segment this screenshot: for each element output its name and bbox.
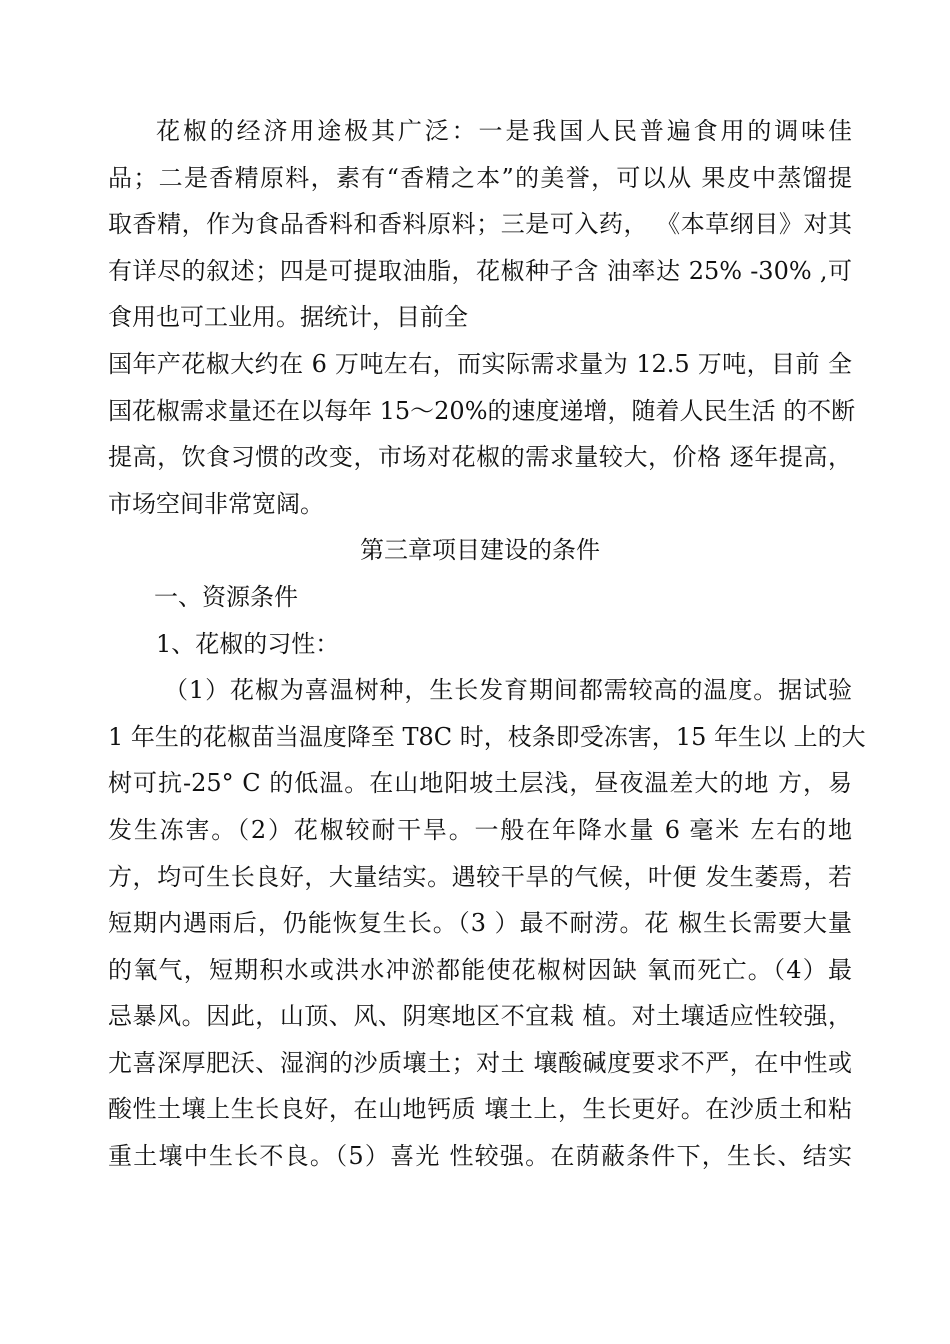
text-line: 方，均可生长良好，大量结实。遇较干旱的气候，叶便 发生萎焉，若 [108, 862, 852, 891]
chapter-title: 第三章项目建设的条件 [360, 536, 600, 565]
text-line: 国花椒需求量还在以每年 15〜20%的速度递增，随着人民生活 的不断 [108, 396, 856, 425]
text-line: 花椒的经济用途极其广泛：一是我国人民普遍食用的调味佳 [156, 117, 852, 145]
paragraph-economic-uses [108, 108, 852, 341]
text-line: 树可抗-25° C 的低温。在山地阳坡土层浅，昼夜温差大的地 方，易 [108, 769, 852, 798]
text-line: 尤喜深厚肥沃、湿润的沙质壤土；对土 壤酸碱度要求不严，在中性或 [108, 1048, 852, 1077]
paragraph-habits [108, 667, 866, 1180]
text-line: 的氧气，短期积水或洪水冲淤都能使花椒树因缺 氧而死亡。（4）最 [108, 955, 852, 984]
subsection-heading: 1、花椒的习性： [156, 629, 340, 658]
text-line: 重土壤中生长不良。（5）喜光 性较强。在荫蔽条件下，生长、结实 [108, 1142, 852, 1171]
paragraph-market-demand [108, 341, 856, 527]
text-line: 忌暴风。因此，山顶、风、阴寒地区不宜栽 植。对土壤适应性较强， [108, 1002, 852, 1031]
text-line: 国年产花椒大约在 6 万吨左右，而实际需求量为 12.5 万吨，目前 全 [108, 349, 852, 378]
document-page [108, 108, 866, 1180]
text-line: 1 年生的花椒苗当温度降至 T8C 时，枝条即受冻害，15 年生以 上的大 [108, 722, 866, 751]
text-line: 有详尽的叙述；四是可提取油脂，花椒种子含 油率达 25% -30% ,可 [108, 256, 852, 285]
text-line: 发生冻害。（2）花椒较耐干旱。一般在年降水量 6 毫米 左右的地 [108, 815, 852, 844]
text-line: 品；二是香精原料，素有“香精之本”的美誉，可以从 果皮中蒸馏提 [108, 163, 852, 192]
text-line: 取香精，作为食品香料和香料原料；三是可入药， 《本草纲目》对其 [108, 210, 852, 239]
text-line: 提高，饮食习惯的改变，市场对花椒的需求量较大，价格 逐年提高， [108, 443, 852, 472]
text-line: 短期内遇雨后，仍能恢复生长。（3 ）最不耐涝。花 椒生长需要大量 [108, 909, 852, 938]
text-line: 酸性土壤上生长良好，在山地钙质 壤土上，生长更好。在沙质土和粘 [108, 1095, 852, 1124]
text-line: 食用也可工业用。据统计，目前全 [108, 303, 468, 332]
section-heading: 一、资源条件 [154, 582, 298, 611]
text-line: 市场空间非常宽阔。 [108, 489, 324, 518]
text-line: （1）花椒为喜温树种，生长发育期间都需较高的温度。据试验 [164, 676, 852, 705]
